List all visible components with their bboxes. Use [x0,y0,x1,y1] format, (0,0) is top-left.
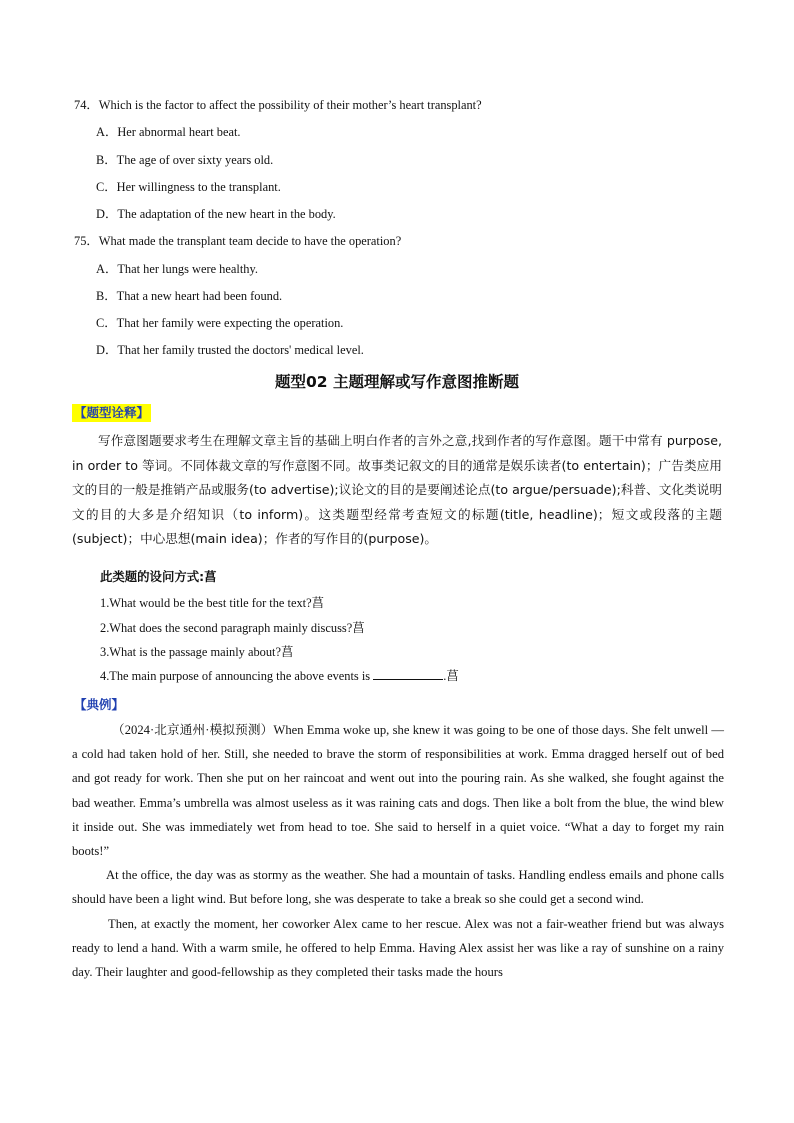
ask-item-text: 1.What would be the best title for the text? [100,596,312,610]
question-74-stem: 74．Which is the factor to affect the possibility of their mother’s heart transplant? [74,98,482,112]
ask-title: 此类题的设问方式: [100,569,205,584]
question-75-option-a: A．That her lungs were healthy. [96,262,258,276]
ask-item-text: 2.What does the second paragraph mainly discuss? [100,621,353,635]
question-75-option-c: C．That her family were expecting the operation. [96,316,344,330]
mark-glyph: 菖 [281,645,294,659]
example-paragraph-3: Then, at exactly the moment, her coworker Alex came to her rescue. Alex was not a fair-weather friend but was always ready to lend a hand. With a warm smile, he offered to help Emma. Having Alex assist her was like a ray of sunshine on a rainy day. Their laughter and good-fellowship as they completed their tasks made the hours [72,916,724,980]
mark-glyph: 菖 [204,569,217,584]
ask-item-4: 4.The main purpose of announcing the above events is .菖 [100,669,459,683]
example-paragraph-1: （2024·北京通州·模拟预测）When Emma woke up, she knew it was going to be one of those days. She felt unwell — a cold had taken hold of her. Still, she needed to brave the storm of responsibilities at work. Emma dragged herself out of bed and got ready for work. Then she put on her raincoat and went out into the pouring rain. As she walked, she fought against the bad weather. Emma’s umbrella was almost useless as it was raining cats and dogs. Then like a bolt from the blue, the wind blew it inside out. She was immediately wet from head to toe. She said to herself in a quiet voice. “What a day to forget my rain boots!” [72,723,724,859]
explain-tag: 【题型诠释】 [74,405,150,420]
explain-paragraph [72,429,722,552]
example-passage [72,718,724,984]
question-74-option-a: A．Her abnormal heart beat. [96,125,241,139]
ask-item-2 [100,620,365,636]
question-75-stem: 75．What made the transplant team decide to have the operation? [74,234,402,248]
ask-title-line [100,569,216,585]
question-74-option-d: D．The adaptation of the new heart in the body. [96,207,336,221]
ask-item-text: 4.The main purpose of announcing the above events is [100,669,374,683]
ask-item-1 [100,595,324,611]
question-74-option-b: B．The age of over sixty years old. [96,153,274,167]
ask-item-3 [100,644,293,660]
example-paragraph-2: At the office, the day was as stormy as the weather. She had a mountain of tasks. Handling endless emails and phone calls should have been a light wind. But before long, she was desperate to take a break so she could get a second wind. [72,868,724,907]
question-75-option-d: D．That her family trusted the doctors' medical level. [96,343,364,357]
mark-glyph: 菖 [352,621,365,635]
mark-glyph: 菖 [311,596,324,610]
question-74-option-c: C．Her willingness to the transplant. [96,180,281,194]
ask-item-text: 3.What is the passage mainly about? [100,645,281,659]
mark-glyph: 菖 [446,669,459,683]
section-title: 题型02 主题理解或写作意图推断题 [275,373,519,391]
answer-blank [373,668,443,680]
question-75-option-b: B．That a new heart had been found. [96,289,283,303]
example-tag: 【典例】 [74,697,125,712]
explain-text: 写作意图题要求考生在理解文章主旨的基础上明白作者的言外之意,找到作者的写作意图。题干中常有 purpose, in order to 等词。不同体裁文章的写作意图不同。故事类记叙文的目的通常是娱乐读者(to entertain)；广告类应用文的目的一般是推销产品或服务(to advertise);议论文的目的是要阐述论点(to argue/persuade);科普、文化类说明文的目的大多是介绍知识（to inform)。这类题型经常考查短文的标题(title, headline)；短文或段落的主题(subject)；中心思想(main idea)；作者的写作目的(purpose)。 [72,433,722,547]
